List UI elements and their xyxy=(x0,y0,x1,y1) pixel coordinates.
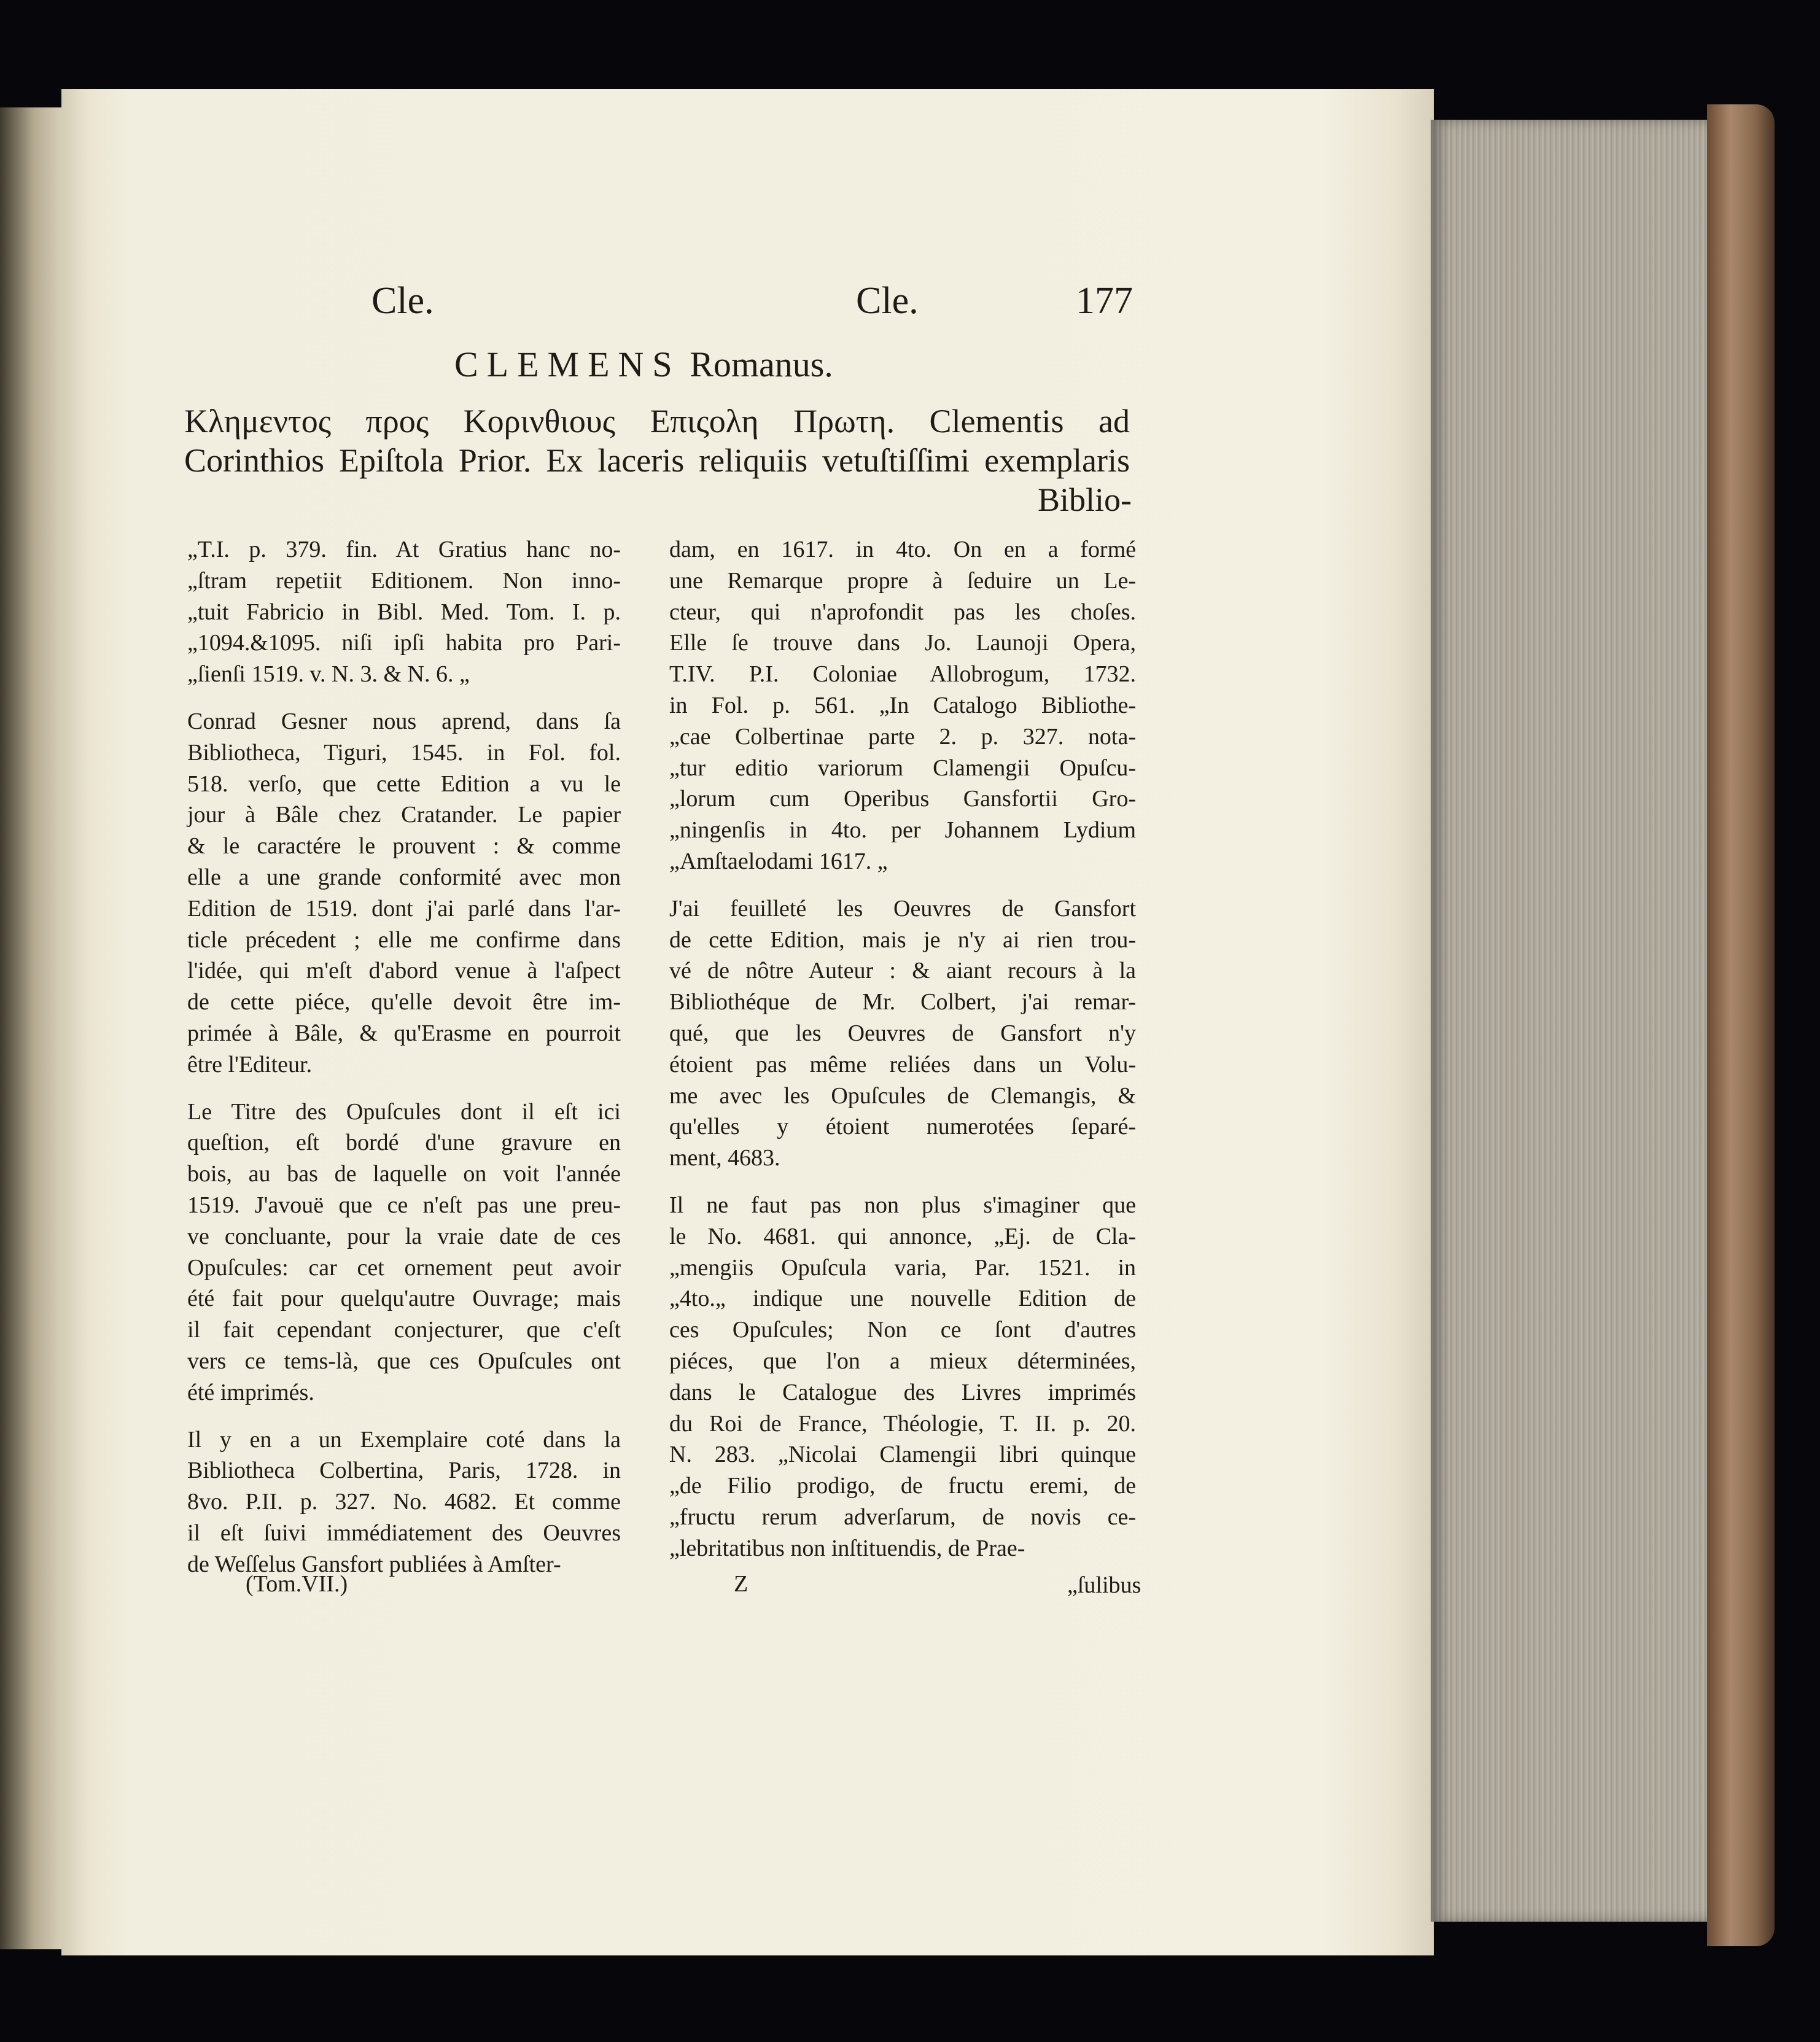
text-line: queſtion, eſt bordé d'une gravure en xyxy=(187,1130,621,1156)
text-line: Edition de 1519. dont j'ai parlé dans l'ar- xyxy=(187,895,621,922)
text-line: ve concluante, pour la vraie date de ces xyxy=(187,1223,621,1249)
text-line: „ſienſi 1519. v. N. 3. & N. 6. „ xyxy=(187,661,470,688)
text-line: „ningenſis in 4to. per Johannem Lydium xyxy=(669,817,1136,844)
text-line: Il y en a un Exemplaire coté dans la xyxy=(187,1426,621,1453)
text-line: T.IV. P.I. Coloniae Allobrogum, 1732. xyxy=(669,661,1136,688)
text-line: Il ne faut pas non plus s'imaginer que xyxy=(669,1192,1136,1218)
paragraph-gap xyxy=(187,690,621,706)
entry-heading-line: Biblio- xyxy=(1037,481,1132,518)
text-line: piéces, que l'on a mieux déterminées, xyxy=(669,1348,1136,1374)
text-line: étoient pas même reliées dans un Volu- xyxy=(669,1051,1136,1077)
entry-title xyxy=(454,344,833,385)
text-line: „T.I. p. 379. fin. At Gratius hanc no- xyxy=(187,537,621,562)
signature-mark: Z xyxy=(734,1571,749,1597)
page-number: 177 xyxy=(1076,280,1133,322)
text-line: „ſtram repetiit Editionem. Non inno- xyxy=(187,567,621,594)
text-line: 518. verſo, que cette Edition a vu le xyxy=(187,771,621,797)
text-line: „mengiis Opuſcula varia, Par. 1521. in xyxy=(669,1254,1136,1281)
text-line: Bibliotheca Colbertina, Paris, 1728. in xyxy=(187,1458,621,1484)
text-line: l'idée, qui m'eſt d'abord venue à l'aſpect xyxy=(187,958,621,984)
text-line: Bibliothéque de Mr. Colbert, j'ai remar- xyxy=(669,989,1136,1015)
text-line: être l'Editeur. xyxy=(187,1051,313,1077)
right-text-column xyxy=(669,534,1136,1564)
text-line: de cette Edition, mais je n'y ai rien trou- xyxy=(669,926,1136,953)
entry-heading-line: Corinthios Epiſtola Prior. Ex laceris reliquiis vetuſtiſſimi exemplaris xyxy=(184,442,1130,479)
text-line: qué, que les Oeuvres de Gansfort n'y xyxy=(669,1020,1136,1046)
text-line: 1519. J'avouë que ce n'eſt pas une preu- xyxy=(187,1192,621,1218)
text-line: „tur editio variorum Clamengii Opuſcu- xyxy=(669,755,1136,781)
entry-title-caps: CLEMENS xyxy=(454,344,681,384)
text-line: bois, au bas de laquelle on voit l'année xyxy=(187,1161,621,1187)
text-line: „de Filio prodigo, de fructu eremi, de xyxy=(669,1473,1136,1499)
text-line: „1094.&1095. niſi ipſi habita pro Pari- xyxy=(187,630,621,656)
left-page-edge xyxy=(0,107,61,1949)
text-line: „lebritatibus non inſtituendis, de Prae- xyxy=(669,1535,1025,1561)
text-line: ticle précedent ; elle me confirme dans xyxy=(187,926,621,953)
text-line: me avec les Opuſcules de Clemangis, & xyxy=(669,1082,1136,1109)
text-line: du Roi de France, Théologie, T. II. p. 20. xyxy=(669,1410,1136,1437)
text-line: été imprimés. xyxy=(187,1379,314,1405)
text-line: N. 283. „Nicolai Clamengii libri quinque xyxy=(669,1442,1136,1468)
entry-title-rest: Romanus. xyxy=(690,344,833,384)
text-line: „4to.„ indique une nouvelle Edition de xyxy=(669,1286,1136,1312)
text-line: „Amſtaelodami 1617. „ xyxy=(669,848,888,874)
catchword: „ſulibus xyxy=(1067,1572,1141,1598)
text-line: Elle ſe trouve dans Jo. Launoji Opera, xyxy=(669,630,1136,656)
text-line: dans le Catalogue des Livres imprimés xyxy=(669,1379,1136,1405)
paragraph-gap xyxy=(669,1174,1136,1190)
running-head-center: Cle. xyxy=(856,280,919,322)
text-line: in Fol. p. 561. „In Catalogo Bibliothe- xyxy=(669,692,1136,718)
text-line: Conrad Gesner nous aprend, dans ſa xyxy=(187,708,621,734)
text-line: il fait cependant conjecturer, que c'eſt xyxy=(187,1317,621,1343)
text-line: vers ce tems-là, que ces Opuſcules ont xyxy=(187,1348,621,1374)
text-line: il eſt ſuivi immédiatement des Oeuvres xyxy=(187,1520,621,1546)
text-line: „tuit Fabricio in Bibl. Med. Tom. I. p. xyxy=(187,599,621,625)
paragraph-gap xyxy=(187,1408,621,1424)
text-line: 8vo. P.II. p. 327. No. 4682. Et comme xyxy=(187,1489,621,1515)
text-line: de Weſſelus Gansfort publiées à Amſter- xyxy=(187,1551,561,1577)
text-line: ment, 4683. xyxy=(669,1145,780,1171)
page-block-edge xyxy=(1431,120,1713,1922)
text-line: une Remarque propre à ſeduire un Le- xyxy=(669,567,1136,594)
text-line: Le Titre des Opuſcules dont il eſt ici xyxy=(187,1098,621,1125)
text-line: le No. 4681. qui annonce, „Ej. de Cla- xyxy=(669,1223,1136,1249)
text-line: été fait pour quelqu'autre Ouvrage; mais xyxy=(187,1286,621,1312)
volume-note: (Tom.VII.) xyxy=(246,1571,348,1597)
text-line: „fructu rerum adverſarum, de novis ce- xyxy=(669,1504,1136,1530)
text-line: ces Opuſcules; Non ce ſont d'autres xyxy=(669,1317,1136,1343)
text-line: primée à Bâle, & qu'Erasme en pourroit xyxy=(187,1020,621,1046)
entry-heading-line: Κλημεντος προς Κορινθιους Επιςολη Πρωτη. Clementis ad xyxy=(184,403,1130,440)
left-text-column xyxy=(187,534,621,1580)
text-line: Bibliotheca, Tiguri, 1545. in Fol. fol. xyxy=(187,739,621,766)
text-line: cteur, qui n'aprofondit pas les choſes. xyxy=(669,599,1136,625)
text-line: elle a une grande conformité avec mon xyxy=(187,864,621,890)
text-line: jour à Bâle chez Cratander. Le papier xyxy=(187,802,621,828)
text-line: Opuſcules: car cet ornement peut avoir xyxy=(187,1254,621,1281)
text-line: & le caractére le prouvent : & comme xyxy=(187,833,621,860)
text-line: „cae Colbertinae parte 2. p. 327. nota- xyxy=(669,723,1136,750)
text-line: dam, en 1617. in 4to. On en a formé xyxy=(669,537,1136,562)
text-line: de cette piéce, qu'elle devoit être im- xyxy=(187,989,621,1015)
running-head-left: Cle. xyxy=(371,280,434,322)
paragraph-gap xyxy=(669,877,1136,893)
text-line: „lorum cum Operibus Gansfortii Gro- xyxy=(669,786,1136,812)
book-cover xyxy=(1707,104,1775,1946)
paragraph-gap xyxy=(187,1081,621,1097)
text-line: vé de nôtre Auteur : & aiant recours à la xyxy=(669,958,1136,984)
text-line: J'ai feuilleté les Oeuvres de Gansfort xyxy=(669,895,1136,922)
text-line: qu'elles y étoient numerotées ſeparé- xyxy=(669,1114,1136,1140)
